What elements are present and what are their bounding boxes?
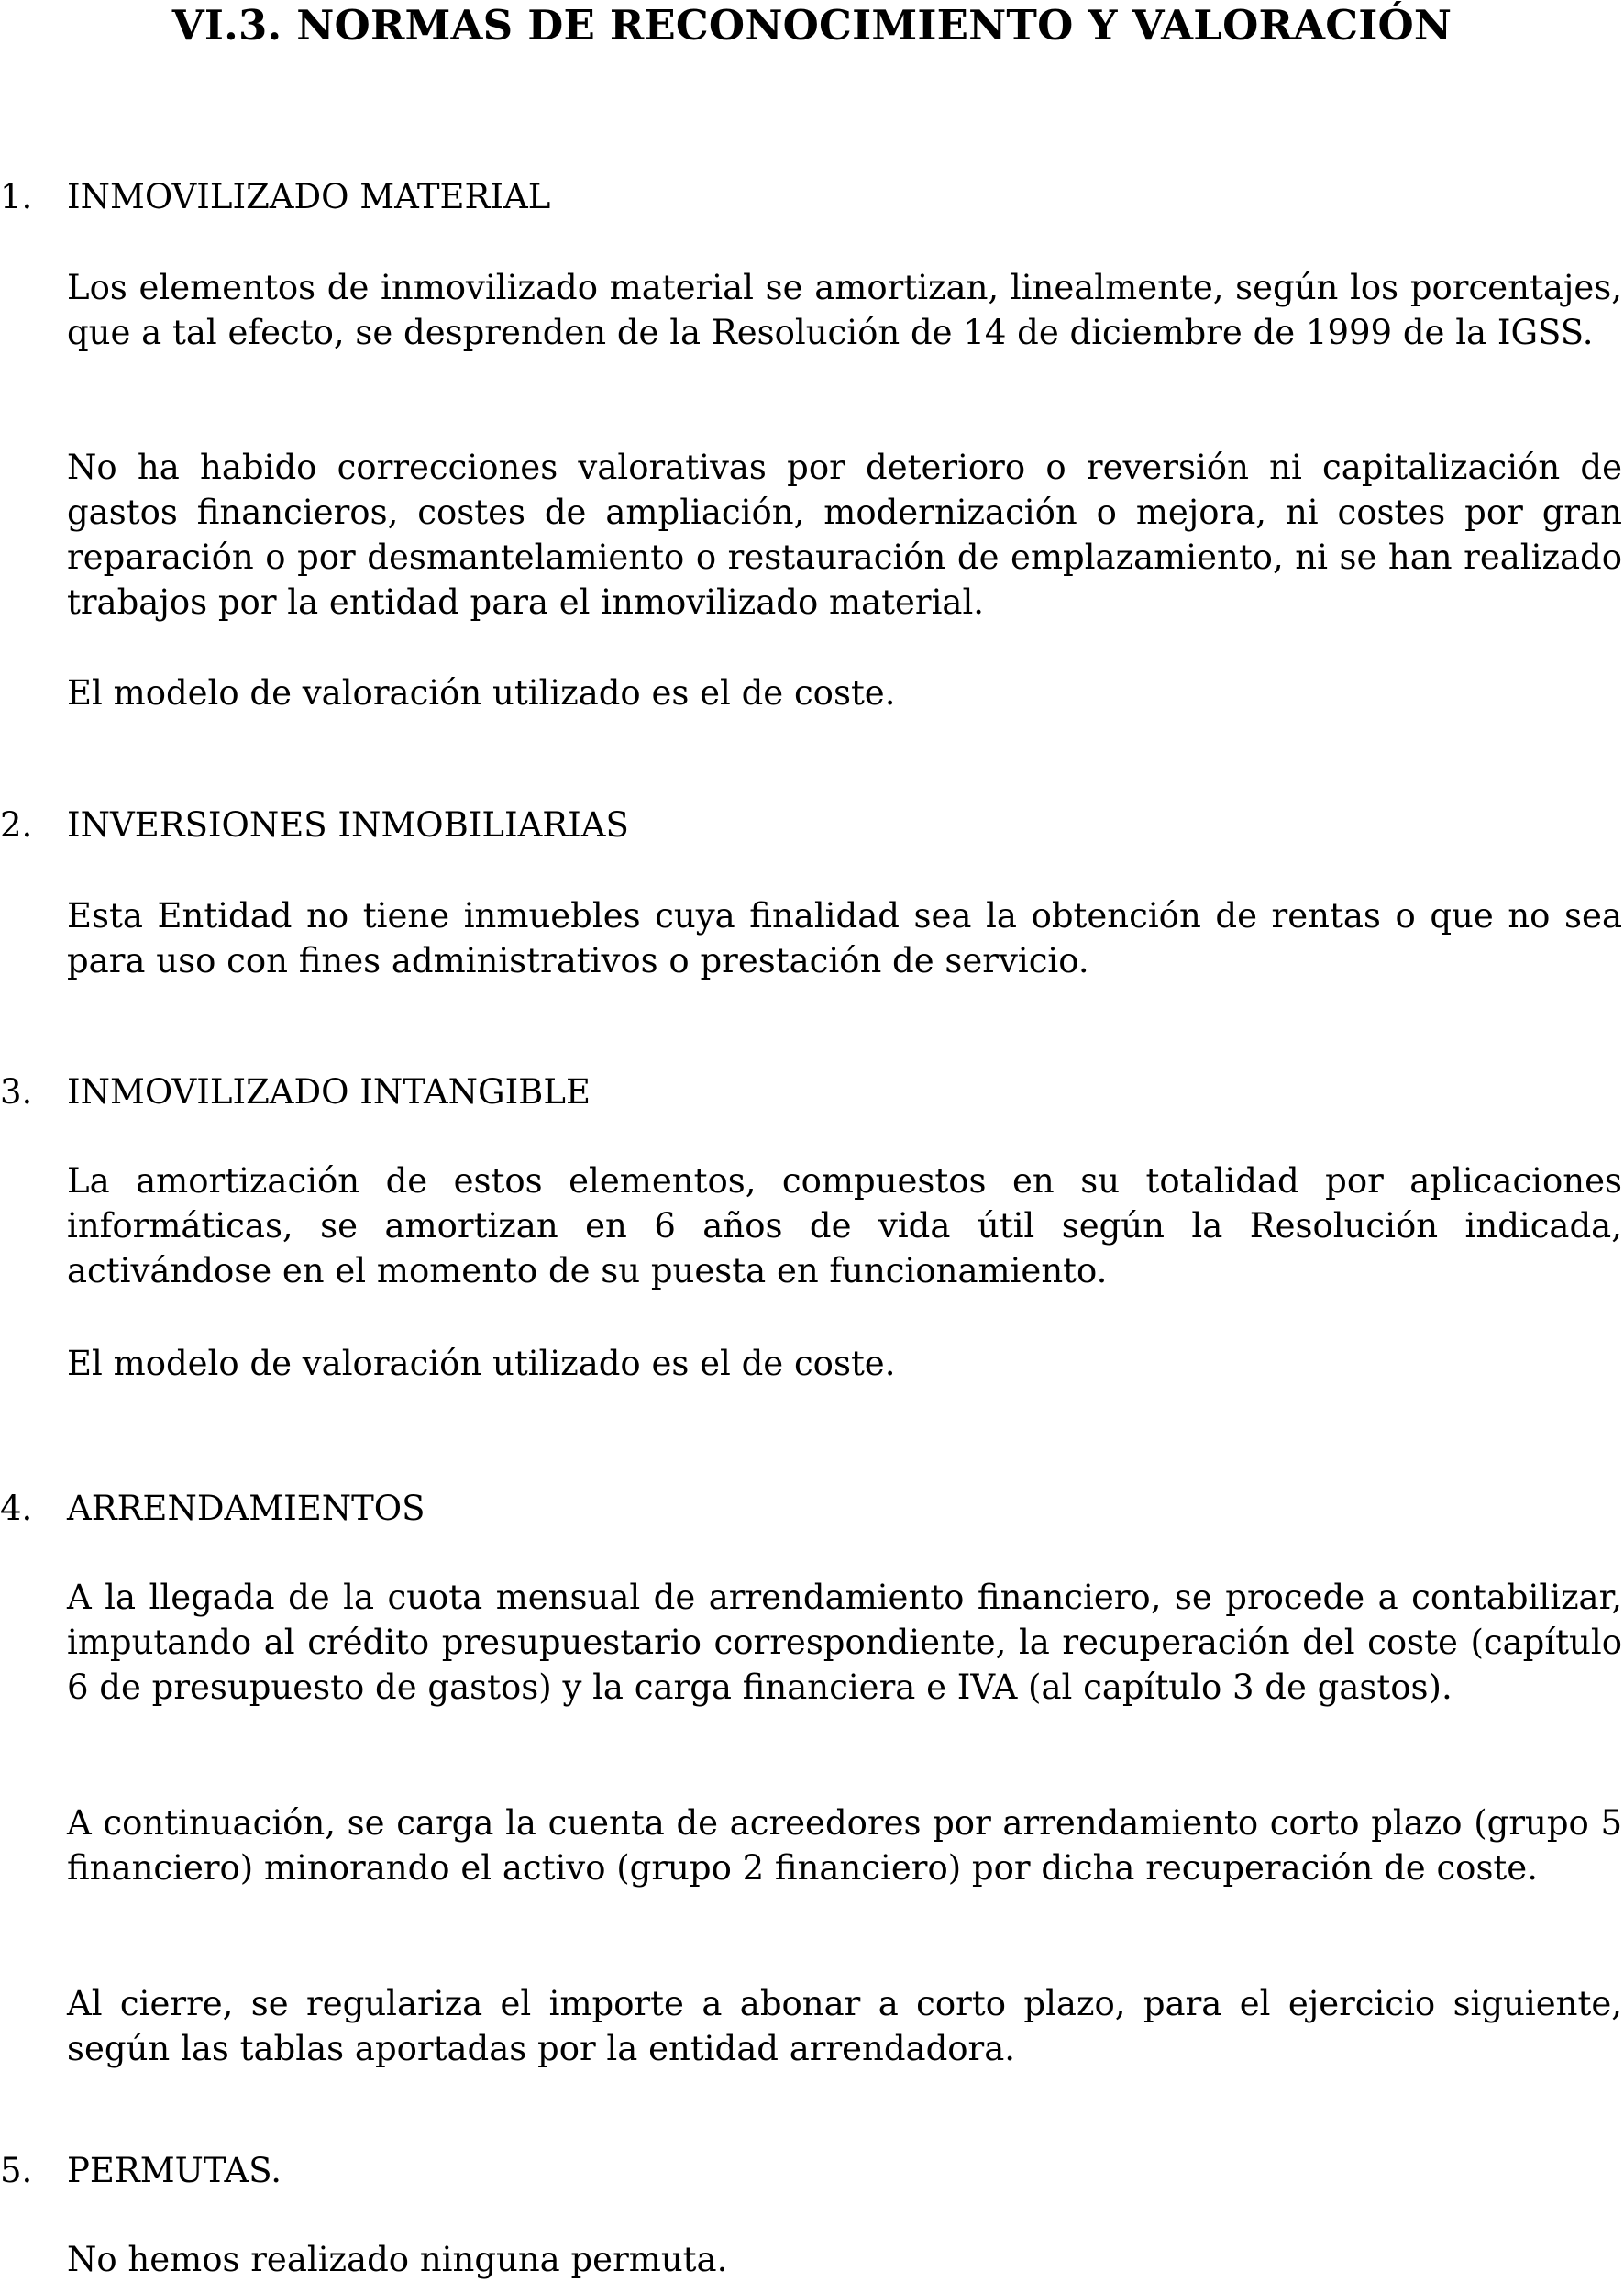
- paragraph: No ha habido correcciones valorativas por deterioro o reversión ni capitalización de gastos financieros, costes de ampliación, modernización o mejora, ni costes por gran reparación o por desmantelamiento o restauración de emplazamiento, ni se han realizado trabajos por la entidad para el inmovilizado material.: [67, 448, 1622, 622]
- section-number: 4.: [0, 1489, 33, 1528]
- paragraph: El modelo de valoración utilizado es el de coste.: [67, 1344, 896, 1383]
- paragraph: La amortización de estos elementos, compuestos en su totalidad por aplicaciones informáticas, se amortizan en 6 años de vida útil según la Resolución indicada, activándose en el momento de su puesta en funcionamiento.: [67, 1161, 1622, 1291]
- paragraph: Los elementos de inmovilizado material se amortizan, linealmente, según los porcentajes, que a tal efecto, se desprenden de la Resolución de 14 de diciembre de 1999 de la IGSS.: [67, 268, 1622, 352]
- paragraph: A continuación, se carga la cuenta de acreedores por arrendamiento corto plazo (grupo 5 financiero) minorando el activo (grupo 2 financiero) por dicha recuperación de coste.: [67, 1803, 1622, 1888]
- section-heading: INMOVILIZADO INTANGIBLE: [67, 1072, 591, 1112]
- paragraph: El modelo de valoración utilizado es el de coste.: [67, 673, 896, 713]
- section-heading: PERMUTAS.: [67, 2151, 282, 2190]
- section-number: 5.: [0, 2151, 33, 2190]
- paragraph: No hemos realizado ninguna permuta.: [67, 2240, 728, 2279]
- section-number: 2.: [0, 805, 33, 845]
- paragraph: Esta Entidad no tiene inmuebles cuya finalidad sea la obtención de rentas o que no sea para uso con fines administrativos o prestación de servicio.: [67, 896, 1622, 980]
- section-number: 1.: [0, 177, 33, 216]
- section-heading: INMOVILIZADO MATERIAL: [67, 177, 551, 216]
- section-number: 3.: [0, 1072, 33, 1112]
- paragraph: A la llegada de la cuota mensual de arrendamiento financiero, se procede a contabilizar, imputando al crédito presupuestario correspondiente, la recuperación del coste (capítulo 6 de presupuesto de gastos) y la carga financiera e IVA (al capítulo 3 de gastos).: [67, 1578, 1622, 1707]
- paragraph: Al cierre, se regulariza el importe a abonar a corto plazo, para el ejercicio siguiente, según las tablas aportadas por la entidad arrendadora.: [67, 1984, 1622, 2068]
- section-heading: INVERSIONES INMOBILIARIAS: [67, 805, 629, 845]
- section-heading: ARRENDAMIENTOS: [67, 1489, 425, 1528]
- document-title: VI.3. NORMAS DE RECONOCIMIENTO Y VALORACIÓN: [171, 1, 1453, 50]
